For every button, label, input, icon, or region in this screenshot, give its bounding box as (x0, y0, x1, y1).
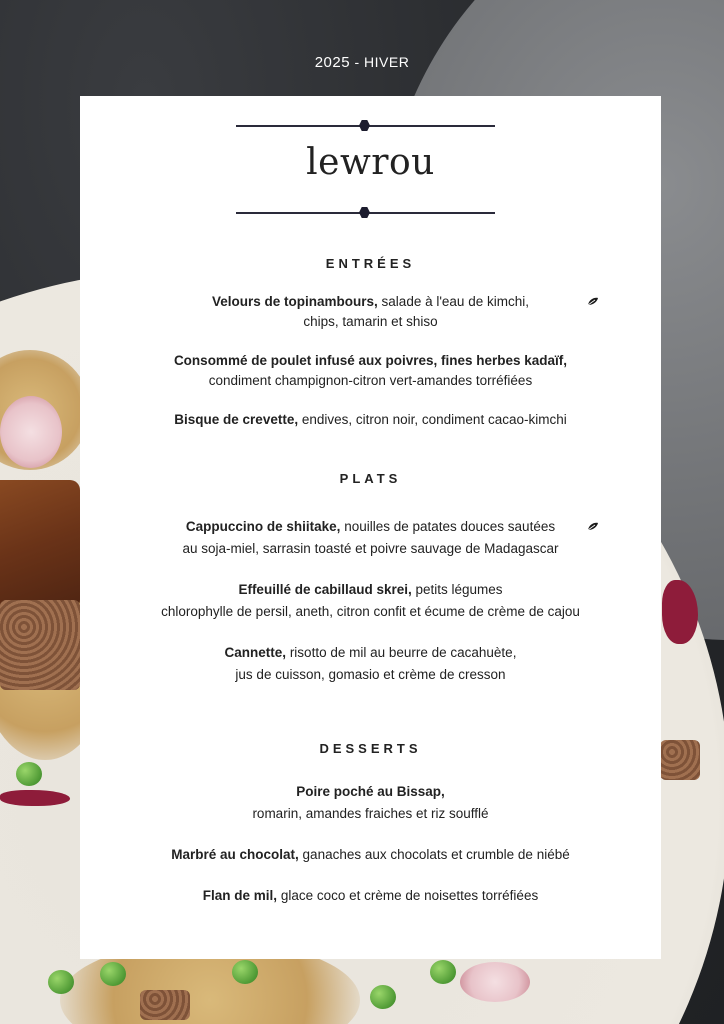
dish-description: romarin, amandes fraiches et riz soufflé (252, 806, 489, 821)
restaurant-logo: lewrou (306, 142, 435, 183)
dish-name: Marbré au chocolat, (171, 847, 299, 862)
ornament-rule-top (236, 125, 495, 127)
dish-description: nouilles de patates douces sautées (340, 519, 556, 534)
pea (370, 985, 396, 1009)
dish-description: chips, tamarin et shiso (303, 314, 438, 329)
dish-item (80, 516, 661, 560)
section-title-desserts: DESSERTS (319, 741, 422, 756)
dish-name: Consommé de poulet infusé aux poivres, fines herbes kadaïf, (173, 353, 568, 368)
leaf-icon (587, 297, 599, 306)
season-label (0, 54, 724, 71)
dish-name: Effeuillé de cabillaud skrei, (238, 582, 412, 597)
section-title-entrees: ENTRÉES (325, 256, 416, 271)
crumble (140, 990, 190, 1020)
dish-item (80, 579, 661, 623)
dish-name: Bisque de crevette, (174, 412, 299, 427)
dish-name: Cappuccino de shiitake, (185, 519, 341, 534)
dish-item (80, 886, 661, 906)
dish-description: risotto de mil au beurre de cacahuète, (286, 645, 517, 660)
radish-slice (0, 396, 62, 468)
dish-name: Poire poché au Bissap, (296, 784, 445, 799)
dish-item (80, 845, 661, 865)
pea (232, 960, 258, 984)
crumble-toast (0, 600, 80, 690)
dish-description: chlorophylle de persil, aneth, citron confit et écume de crème de cajou (161, 604, 580, 619)
dish-description: condiment champignon-citron vert-amandes torréfiées (208, 373, 533, 388)
dish-description: ganaches aux chocolats et crumble de niébé (298, 847, 570, 862)
hexagon-ornament-icon (359, 207, 370, 218)
season-separator: - (350, 54, 365, 70)
season-year: 2025 (314, 54, 351, 71)
hexagon-ornament-icon (359, 120, 370, 131)
menu-card (80, 96, 661, 959)
season-name: HIVER (364, 54, 410, 70)
beet-piece (0, 790, 70, 806)
glazed-meat (0, 480, 80, 610)
dish-item (80, 410, 661, 430)
dish-item (80, 351, 661, 391)
dish-name: Velours de topinambours, (212, 294, 378, 309)
dish-description: endives, citron noir, condiment cacao-kimchi (298, 412, 567, 427)
dish-item (80, 642, 661, 686)
dish-item (80, 292, 661, 332)
pea (430, 960, 456, 984)
dish-description: au soja-miel, sarrasin toasté et poivre sauvage de Madagascar (182, 541, 559, 556)
pea (48, 970, 74, 994)
dish-name: Flan de mil, (202, 888, 278, 903)
pea (16, 762, 42, 786)
section-title-plats: PLATS (339, 471, 402, 486)
pea (100, 962, 126, 986)
leaf-icon (587, 522, 599, 531)
dish-description: jus de cuisson, gomasio et crème de cresson (235, 667, 506, 682)
dish-description: glace coco et crème de noisettes torréfiées (277, 888, 539, 903)
dish-description: salade à l'eau de kimchi, (377, 294, 529, 309)
dish-description: petits légumes (411, 582, 503, 597)
dish-item (80, 781, 661, 825)
crumble (660, 740, 700, 780)
dish-name: Cannette, (224, 645, 287, 660)
ornament-rule-bottom (236, 212, 495, 214)
radish-slice (460, 962, 530, 1002)
